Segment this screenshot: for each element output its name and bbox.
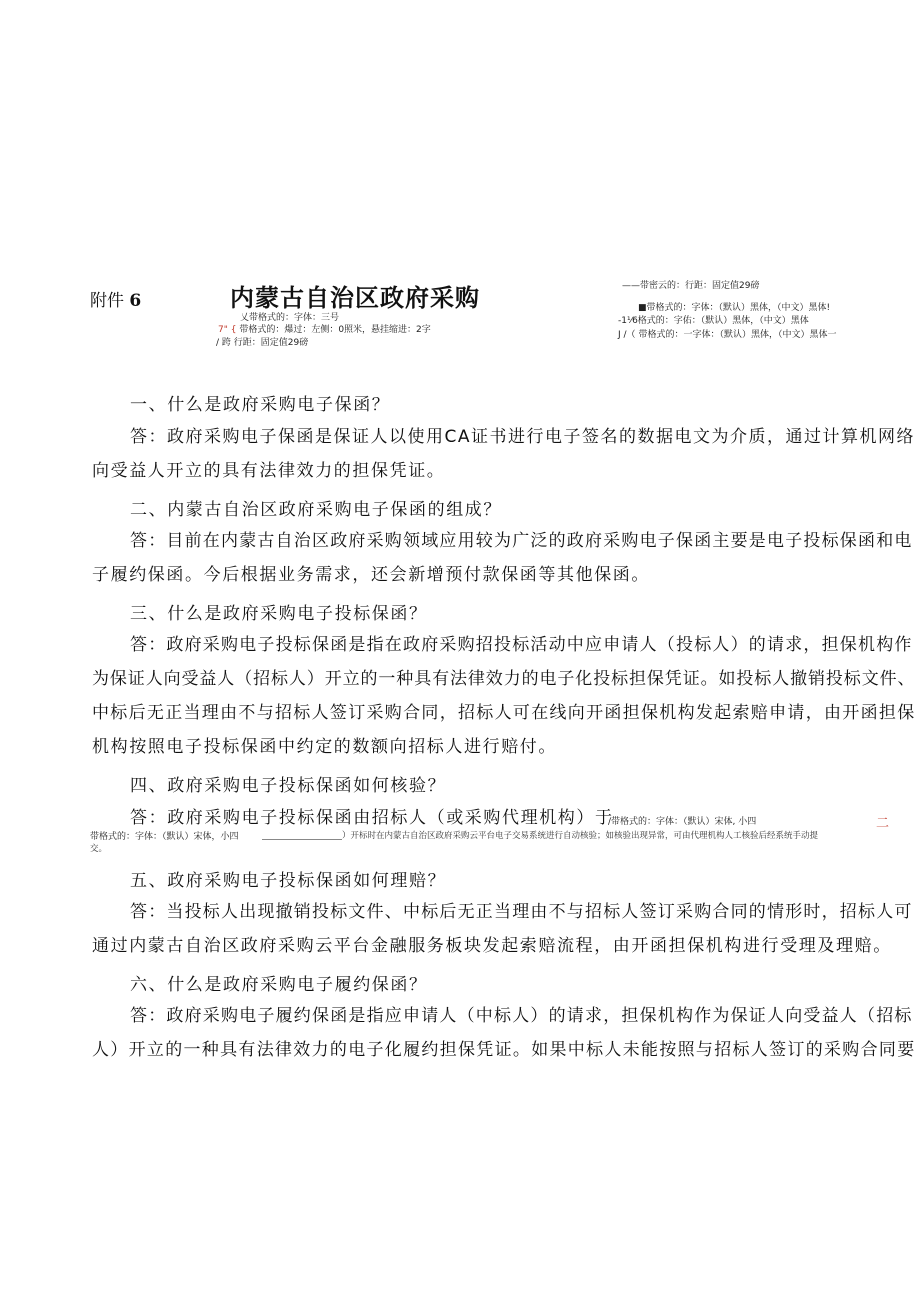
question-4: 四、政府采购电子投标保函如何核验？ bbox=[130, 776, 447, 796]
format-note-right-3: -1⅟6格式的：字佑：（默认）黑体，（中文）黑体 bbox=[618, 316, 809, 326]
format-note-right-4-text: 带格式的：一字体：（默认）黑体，（中文）黑体一 bbox=[638, 330, 837, 340]
format-note-font: 乂带格式的：字体：三号 bbox=[240, 313, 340, 323]
answer-3-line-2: 为保证人向受益人（招标人）开立的一种具有法律效力的电子化投标担保凭证。如投标人撤销投标文件、 bbox=[92, 669, 916, 689]
answer-1-line-1 bbox=[130, 420, 915, 454]
format-note-right-2: ■带格式的：字体：（默认）黑体，（中文）黑体! bbox=[638, 303, 831, 313]
answer-1-ca: CA bbox=[444, 427, 471, 447]
format-note-inline-cont: 带格式的：字体：（默认）宋体，小四 bbox=[90, 832, 239, 842]
attachment-label-text: 附件 bbox=[90, 291, 124, 311]
format-note-right-1: ——带密云的：行距：固定值29磅 bbox=[622, 281, 760, 291]
format-note-right-4-prefix: J /（ bbox=[618, 330, 636, 340]
format-note-spacing bbox=[216, 335, 308, 348]
format-note-connector bbox=[262, 839, 342, 840]
question-3: 三、什么是政府采购电子投标保函？ bbox=[130, 604, 428, 624]
answer-1-line-1-tail: 证书进行电子签名的数据电文为介质，通过计算机网络 bbox=[471, 427, 915, 447]
format-note-spacing-prefix: ∕ bbox=[216, 338, 220, 348]
format-note-right-4 bbox=[618, 327, 836, 340]
answer-3-line-3: 中标后无正当理由不与招标人签订采购合同，招标人可在线向开函担保机构发起索赔申请，由开函担保 bbox=[92, 703, 916, 723]
answer-5-line-1: 答：当投标人出现撤销投标文件、中标后无正当理由不与招标人签订采购合同的情形时，招标人可 bbox=[130, 902, 913, 922]
format-note-indent-prefix: 7" { bbox=[218, 325, 237, 335]
answer-6-line-2: 人）开立的一种具有法律效力的电子化履约担保凭证。如果中标人未能按照与招标人签订的采购合同要 bbox=[92, 1040, 916, 1060]
question-2: 二、内蒙古自治区政府采购电子保函的组成？ bbox=[130, 500, 502, 520]
question-6: 六、什么是政府采购电子履约保函？ bbox=[130, 975, 428, 995]
answer-4-cont-2: 交。 bbox=[90, 844, 108, 854]
document-title: 内蒙古自治区政府采购 bbox=[230, 284, 480, 312]
answer-6-line-1: 答：政府采购电子履约保函是指应申请人（中标人）的请求，担保机构作为保证人向受益人（招标 bbox=[130, 1006, 913, 1026]
attachment-number: 6 bbox=[129, 291, 142, 311]
answer-4-line-1: 答：政府采购电子投标保函由招标人（或采购代理机构）于 bbox=[130, 808, 614, 828]
answer-3-line-1: 答：政府采购电子投标保函是指在政府采购招投标活动中应申请人（投标人）的请求，担保机构作 bbox=[130, 635, 913, 655]
format-note-inline-q4-mark: 二 bbox=[876, 816, 890, 831]
format-note-inline-q4: ∕带格式的：字体：（默认）宋体, 小四 bbox=[608, 817, 757, 827]
format-note-indent bbox=[218, 322, 431, 335]
format-note-spacing-text: 跨 行距：固定值29磅 bbox=[221, 338, 309, 348]
answer-1-line-2: 向受益人开立的具有法律效力的担保凭证。 bbox=[92, 461, 446, 481]
answer-1-line-1-head: 答：政府采购电子保函是保证人以使用 bbox=[130, 427, 445, 447]
answer-4-cont-1: ）开标时在内蒙古自治区政府采购云平台电子交易系统进行自动核验；如核验出现异常，可由代理机构人工核验后经系统手动提 bbox=[342, 831, 819, 841]
answer-2-line-2: 子履约保函。今后根据业务需求，还会新增预付款保函等其他保函。 bbox=[92, 565, 650, 585]
format-note-indent-text: 带格式的：爆过：左侧：0照米，悬挂缩进：2字 bbox=[239, 325, 431, 335]
answer-2-line-1: 答：目前在内蒙古自治区政府采购领域应用较为广泛的政府采购电子保函主要是电子投标保函和电 bbox=[130, 531, 913, 551]
attachment-label bbox=[90, 286, 141, 311]
question-5: 五、政府采购电子投标保函如何理赔？ bbox=[130, 871, 447, 891]
answer-5-line-2: 通过内蒙古自治区政府采购云平台金融服务板块发起索赔流程，由开函担保机构进行受理及理赔。 bbox=[92, 936, 892, 956]
answer-3-line-4: 机构按照电子投标保函中约定的数额向招标人进行赔付。 bbox=[92, 737, 557, 757]
question-1: 一、什么是政府采购电子保函？ bbox=[130, 395, 391, 415]
